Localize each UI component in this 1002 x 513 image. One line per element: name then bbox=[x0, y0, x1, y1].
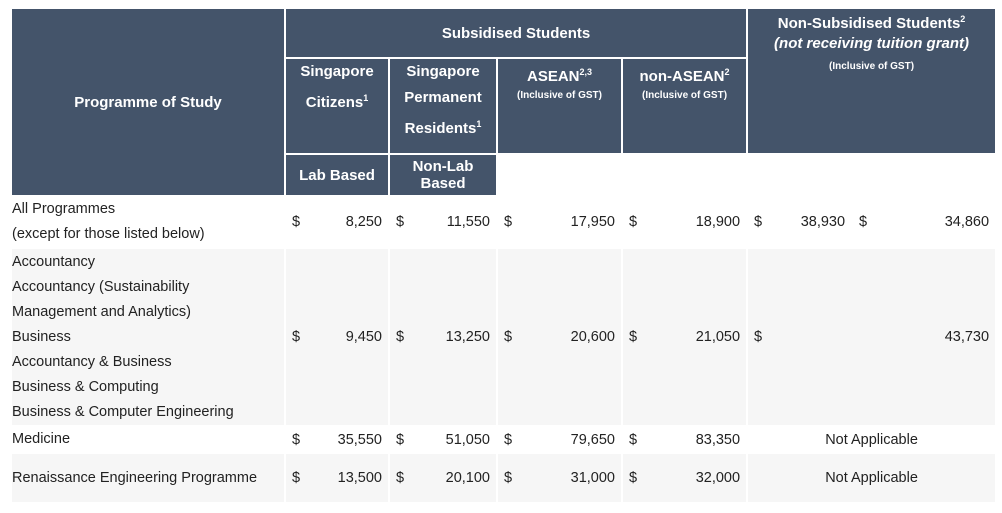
programme-name: Accountancy (Sustainability bbox=[12, 278, 190, 295]
header-singapore-permanent-residents: Singapore Permanent Residents$^1$ bbox=[389, 58, 497, 154]
programme-name: Medicine bbox=[12, 431, 71, 447]
header-programme-of-study: Programme of Study bbox=[11, 8, 285, 196]
tuition-fees-table bbox=[10, 7, 997, 504]
fee-non-asean: $ 83,350 bbox=[622, 426, 747, 453]
programme-name: Accountancy & Business bbox=[12, 353, 172, 370]
fee-singapore-pr: $ 13,250 bbox=[389, 248, 497, 426]
programme-name: Business & Computing bbox=[12, 378, 159, 395]
fee-singapore-citizens: $ 9,450 bbox=[285, 248, 389, 426]
header-non-subsidised-students: Non-Subsidised Students$^2$ (not receiving tuition grant) (Inclusive of GST) bbox=[747, 8, 996, 154]
fee-asean: $ 31,000 bbox=[497, 453, 622, 503]
fee-singapore-pr: $ 51,050 bbox=[389, 426, 497, 453]
programme-name: Business bbox=[12, 328, 71, 345]
programme-name: Management and Analytics) bbox=[12, 303, 191, 320]
table-row bbox=[11, 196, 996, 248]
fee-singapore-pr: $ 20,100 bbox=[389, 453, 497, 503]
fee-asean: $ 20,600 bbox=[497, 248, 622, 426]
header-singapore-citizens: Singapore Citizens$^1$ bbox=[285, 58, 389, 154]
header-asean: ASEAN$^{2,3}$ (Inclusive of GST) bbox=[497, 58, 622, 154]
fee-singapore-citizens: $ 8,250 bbox=[285, 196, 389, 248]
programme-name: Accountancy bbox=[12, 253, 96, 270]
fee-non-lab-based: $ 34,860 bbox=[852, 196, 996, 248]
table-row bbox=[11, 426, 996, 453]
not-applicable-cell: Not Applicable bbox=[747, 453, 996, 503]
programme-cell bbox=[11, 453, 285, 503]
not-applicable-cell: Not Applicable bbox=[747, 426, 996, 453]
programme-cell bbox=[11, 196, 285, 248]
fee-asean: $ 17,950 bbox=[497, 196, 622, 248]
programme-name: (except for those listed below) bbox=[12, 226, 205, 242]
fee-non-asean: $ 32,000 bbox=[622, 453, 747, 503]
fee-non-subsidised-combined: $ 43,730 bbox=[747, 248, 996, 426]
table-row bbox=[11, 453, 996, 503]
header-subsidised-students: Subsidised Students bbox=[285, 8, 747, 58]
header-non-lab-based: Non-Lab Based bbox=[389, 154, 497, 196]
programme-cell bbox=[11, 248, 285, 426]
header-non-asean: non-ASEAN$^2$ (Inclusive of GST) bbox=[622, 58, 747, 154]
fee-singapore-citizens: $ 35,550 bbox=[285, 426, 389, 453]
programme-cell bbox=[11, 426, 285, 453]
fee-lab-based: $ 38,930 bbox=[747, 196, 852, 248]
programme-name: Renaissance Engineering Programme bbox=[12, 469, 258, 486]
fee-asean: $ 79,650 bbox=[497, 426, 622, 453]
fee-non-asean: $ 18,900 bbox=[622, 196, 747, 248]
table-row bbox=[11, 248, 996, 426]
programme-name: All Programmes bbox=[12, 201, 116, 217]
fee-singapore-citizens: $ 13,500 bbox=[285, 453, 389, 503]
fee-singapore-pr: $ 11,550 bbox=[389, 196, 497, 248]
programme-name: Business & Computer Engineering bbox=[12, 403, 234, 420]
fee-non-asean: $ 21,050 bbox=[622, 248, 747, 426]
header-lab-based: Lab Based bbox=[285, 154, 389, 196]
